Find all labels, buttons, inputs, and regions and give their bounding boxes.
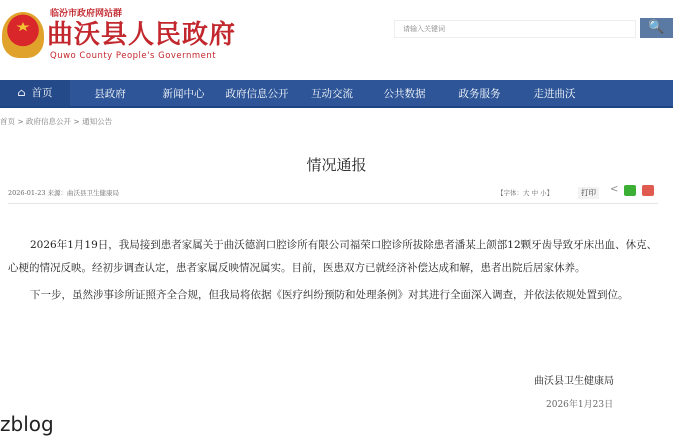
nav-item-about[interactable]: 走进曲沃 <box>533 88 576 100</box>
home-icon: ⌂ <box>17 87 26 99</box>
site-group-label: 临汾市政府网站群 <box>50 9 123 19</box>
print-button[interactable]: 打印 <box>578 187 599 199</box>
nav-item-public-data[interactable]: 公共数据 <box>383 88 426 100</box>
watermark: zblog <box>0 412 54 436</box>
article-meta: 2026-01-23 来源：曲沃县卫生健康局 <box>8 189 120 197</box>
search-icon: 🔍 <box>648 20 665 35</box>
site-title-en: Quwo County People's Government <box>50 51 217 61</box>
publish-date: 2026年1月23日 <box>546 400 614 410</box>
article-paragraph: 下一步，虽然涉事诊所证照齐全合规，但我局将依据《医疗纠纷预防和处理条例》对其进行全面深入调查，并依法依规处置到位。 <box>30 289 629 301</box>
page-title: 情况通报 <box>306 156 367 174</box>
font-size-control[interactable]: 【字体：大 中 小】 <box>497 189 554 197</box>
search-button[interactable] <box>640 18 673 38</box>
nav-item-news[interactable]: 新闻中心 <box>162 88 205 100</box>
nav-item-interaction[interactable]: 互动交流 <box>311 88 353 100</box>
article-paragraph: 2026年1月19日，我局接到患者家属关于曲沃德润口腔诊所有限公司福荣口腔诊所拔除患者潘某上颌部12颗牙齿导致牙床出血、休克、心梗的情况反映。经初步调查认定，患者家属反映情况属实。目前，医患双方已就经济补偿达成和解，患者出院后居家休养。 <box>8 239 658 274</box>
breadcrumb[interactable]: 首页 > 政府信息公开 > 通知公告 <box>0 117 113 126</box>
wechat-share-icon[interactable] <box>624 185 636 196</box>
signature: 曲沃县卫生健康局 <box>534 376 614 387</box>
site-title[interactable]: 曲沃县人民政府 <box>47 20 237 50</box>
share-icon[interactable]: < <box>610 184 619 195</box>
nav-item-services[interactable]: 政务服务 <box>458 88 501 100</box>
nav-item-county-gov[interactable]: 县政府 <box>94 88 126 100</box>
nav-item-gov-info[interactable]: 政府信息公开 <box>225 88 289 100</box>
divider <box>8 203 658 204</box>
national-emblem-logo <box>2 12 44 58</box>
search-input[interactable]: 请输入关键词 <box>394 20 636 38</box>
weibo-share-icon[interactable] <box>642 185 654 196</box>
nav-item-home[interactable]: ⌂ 首页 <box>0 80 70 106</box>
main-nav <box>0 80 673 108</box>
